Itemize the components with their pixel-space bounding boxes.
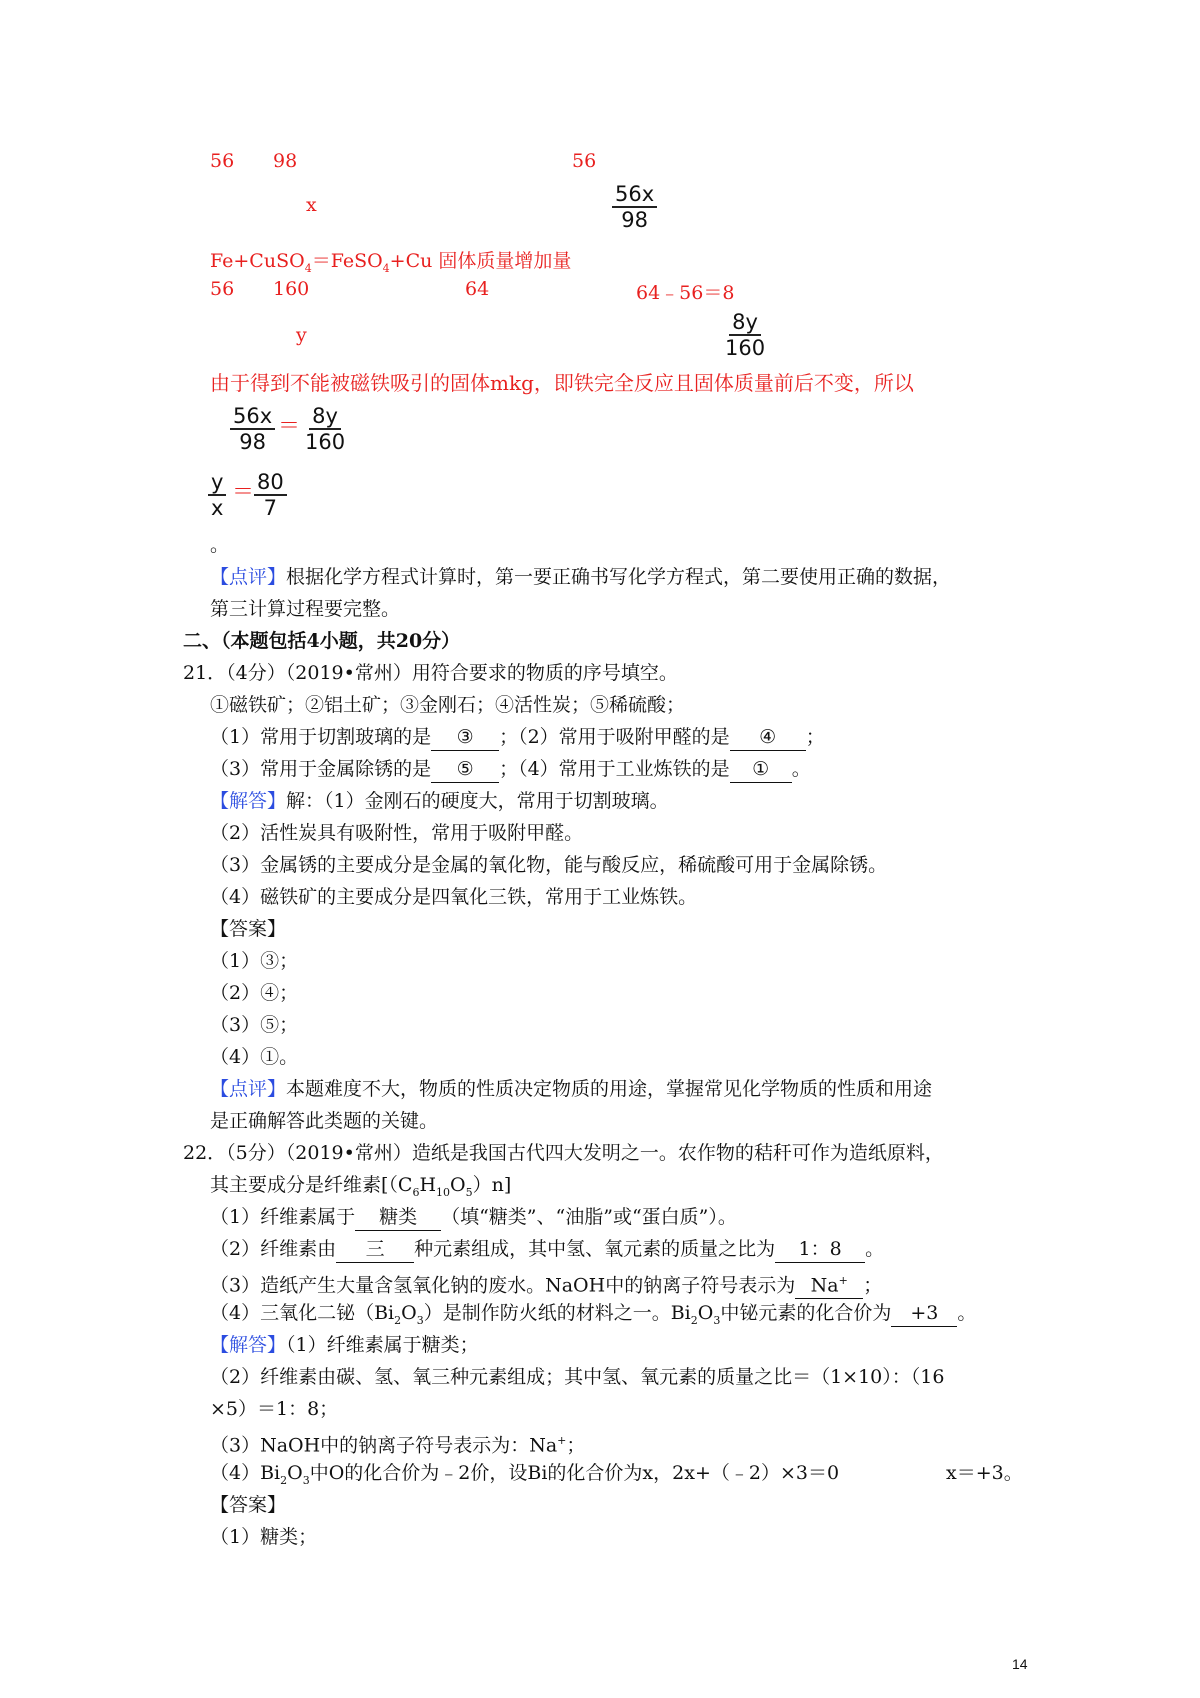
calc1-m-h2so4: 98: [273, 150, 298, 172]
fraction-numerator: 8y: [729, 310, 761, 336]
question-text: ）是制作防火纸的材料之一。Bi: [423, 1302, 691, 1324]
q22-line4: [210, 1300, 976, 1334]
solution-text: 中O的化合价为﹣2价，设Bi的化合价为x，2x+（﹣2）×3＝0: [309, 1462, 840, 1484]
superscript: +: [557, 1434, 567, 1447]
answer-blank: [795, 1268, 863, 1299]
question-text: （2）纤维素由: [210, 1238, 337, 1260]
q21-answer-2: （2）④；: [210, 982, 299, 1004]
question-text: （填“糖类”、“油脂”或“蛋白质”）。: [441, 1206, 737, 1228]
q21-answer-tag: 【答案】: [210, 918, 287, 940]
answer-blank: 三: [336, 1236, 414, 1263]
q22-answer-1: （1）糖类；: [210, 1526, 318, 1548]
review-paragraph: [210, 564, 951, 590]
answer-blank: ①: [730, 756, 792, 783]
q22-answer-tag: 【答案】: [210, 1494, 287, 1516]
question-text: 。: [865, 1238, 885, 1260]
answer-blank: ④: [730, 724, 806, 751]
section-heading: 二、（本题包括4小题，共20分）: [183, 630, 461, 652]
q22-solution-3: [210, 1428, 585, 1458]
calc2-var-y: y: [296, 324, 307, 346]
q21-review-cont: 是正确解答此类题的关键。: [210, 1110, 439, 1132]
eq1-equals-sign: ＝: [278, 414, 301, 439]
answer-blank: ⑤: [431, 756, 499, 783]
eq2-left-fraction: [208, 470, 226, 520]
q22-solution-4-result: x＝+3。: [946, 1462, 1023, 1484]
solution-text: （3）NaOH中的钠离子符号表示为：Na: [210, 1434, 558, 1457]
period-mark: 。: [210, 534, 230, 556]
equation-part: ＝FeSO: [311, 250, 383, 272]
review-tag: 【点评】: [210, 1078, 287, 1100]
question-text: 种元素组成，其中氢、氧元素的质量之比为: [414, 1238, 776, 1260]
question-text: （1）纤维素属于: [210, 1206, 356, 1228]
q21-answer-1: （1）③；: [210, 950, 299, 972]
q21-answer-4: （4）①。: [210, 1046, 299, 1068]
q22-line1: [210, 1204, 737, 1231]
q22-solution-1: [210, 1332, 479, 1358]
question-text: 。: [957, 1302, 977, 1324]
subscript: 4: [304, 261, 312, 275]
review-tag: 【点评】: [210, 566, 287, 588]
subscript: 3: [302, 1473, 310, 1487]
question-text: ；（2）常用于吸附甲醛的是: [499, 726, 730, 748]
subscript: 4: [382, 261, 390, 275]
q21-review: [210, 1076, 932, 1102]
question-text: 。: [791, 758, 811, 780]
q21-answer-3: （3）⑤；: [210, 1014, 299, 1036]
calc2-m-cu: 64: [465, 278, 490, 300]
fraction-denominator: x: [211, 496, 224, 520]
subscript: 2: [690, 1313, 698, 1327]
question-text: （3）造纸产生大量含氢氧化钠的废水。NaOH中的钠离子符号表示为: [210, 1274, 796, 1297]
answer-blank: 糖类: [355, 1204, 441, 1231]
q21-solution-4: （4）磁铁矿的主要成分是四氧化三铁，常用于工业炼铁。: [210, 886, 698, 908]
question-text: O: [450, 1174, 466, 1196]
fraction-numerator: 56x: [230, 404, 275, 430]
solution-text: 解：（1）金刚石的硬度大，常用于切割玻璃。: [286, 790, 669, 812]
eq2-equals-sign: ＝: [232, 480, 255, 505]
subscript: 2: [394, 1313, 402, 1327]
solution-text: （4）Bi: [210, 1462, 281, 1484]
q21-solution-3: （3）金属锈的主要成分是金属的氧化物，能与酸反应，稀硫酸可用于金属除锈。: [210, 854, 888, 876]
fraction-numerator: 8y: [309, 404, 341, 430]
calc1-var-x: x: [306, 194, 317, 216]
subscript: 3: [713, 1313, 721, 1327]
fraction-denominator: 160: [725, 336, 766, 360]
q22-solution-2: （2）纤维素由碳、氢、氧三种元素组成；其中氢、氧元素的质量之比＝（1×10）：（16: [210, 1366, 945, 1388]
subscript: 5: [465, 1185, 473, 1199]
equation-part: Fe+CuSO: [210, 250, 305, 272]
eq1-left-fraction: [230, 404, 275, 454]
fraction-denominator: 7: [263, 496, 278, 520]
question-text: ）n]: [472, 1174, 512, 1196]
question-text: 其主要成分是纤维素[（C: [210, 1174, 413, 1196]
review-text: 根据化学方程式计算时，第一要正确书写化学方程式，第二要使用正确的数据，: [286, 566, 952, 588]
solution-text: O: [287, 1462, 303, 1484]
q22-line3: [210, 1268, 882, 1299]
superscript: +: [838, 1274, 848, 1287]
calc1-m-fe: 56: [210, 150, 235, 172]
eq2-right-fraction: [254, 470, 287, 520]
solution-tag: 【解答】: [210, 790, 287, 812]
question-text: 中铋元素的化合价为: [720, 1302, 892, 1324]
question-text: O: [401, 1302, 417, 1324]
question-text: （3）常用于金属除锈的是: [210, 758, 432, 780]
solution-tag: 【解答】: [210, 1334, 287, 1356]
fraction-denominator: 98: [621, 208, 648, 232]
calc1-m-gain: 56: [572, 150, 597, 172]
calc2-m-diff: 64﹣56＝8: [636, 282, 735, 304]
answer-blank: +3: [891, 1300, 957, 1327]
calc1-fraction: [612, 182, 657, 232]
answer-text: Na: [810, 1274, 839, 1297]
calc2-m-fe: 56: [210, 278, 235, 300]
question-text: （1）常用于切割玻璃的是: [210, 726, 432, 748]
q22-solution-4: [210, 1460, 839, 1494]
q21-solution-2: （2）活性炭具有吸附性，常用于吸附甲醛。: [210, 822, 584, 844]
solution-text: ；: [566, 1434, 586, 1457]
question-text: ；: [863, 1274, 883, 1297]
conclusion-text: 由于得到不能被磁铁吸引的固体mkg，即铁完全反应且固体质量前后不变，所以: [210, 371, 914, 395]
question-text: （4）三氧化二铋（Bi: [210, 1302, 395, 1324]
fraction-numerator: 56x: [612, 182, 657, 208]
calc2-equation: [210, 246, 571, 275]
answer-blank: 1：8: [775, 1236, 865, 1263]
subscript: 6: [412, 1185, 420, 1199]
question-text: ；: [805, 726, 825, 748]
fraction-numerator: 80: [254, 470, 287, 496]
q22-heading-cont: [210, 1172, 511, 1206]
question-text: H: [419, 1174, 437, 1196]
review-text-cont: 第三计算过程要完整。: [210, 598, 401, 620]
equation-part: +Cu 固体质量增加量: [389, 250, 572, 272]
calc2-fraction: [722, 310, 768, 360]
subscript: 10: [436, 1185, 451, 1199]
q21-options: ①磁铁矿；②铝土矿；③金刚石；④活性炭；⑤稀硫酸；: [210, 694, 686, 716]
eq1-right-fraction: [302, 404, 348, 454]
review-text: 本题难度不大，物质的性质决定物质的用途，掌握常见化学物质的性质和用途: [286, 1078, 933, 1100]
calc2-m-cuso4: 160: [273, 278, 310, 300]
q21-line1: [210, 724, 825, 751]
subscript: 2: [280, 1473, 288, 1487]
page-number: 14: [1012, 1656, 1028, 1672]
q22-heading: 22．（5分）（2019•常州）造纸是我国古代四大发明之一。农作物的秸秆可作为造纸原料，: [183, 1142, 944, 1164]
q21-solution-1: [210, 788, 669, 814]
answer-blank: ③: [431, 724, 499, 751]
q22-line2: [210, 1236, 884, 1263]
q22-solution-2-cont: ×5）＝1：8；: [210, 1398, 339, 1420]
q21-line2: [210, 756, 811, 783]
subscript: 3: [416, 1313, 424, 1327]
fraction-denominator: 98: [239, 430, 266, 454]
fraction-denominator: 160: [305, 430, 346, 454]
question-text: ；（4）常用于工业炼铁的是: [499, 758, 730, 780]
question-text: O: [697, 1302, 714, 1324]
fraction-numerator: y: [208, 470, 226, 496]
solution-text: （1）纤维素属于糖类；: [286, 1334, 479, 1356]
q21-heading: 21．（4分）（2019•常州）用符合要求的物质的序号填空。: [183, 662, 678, 684]
